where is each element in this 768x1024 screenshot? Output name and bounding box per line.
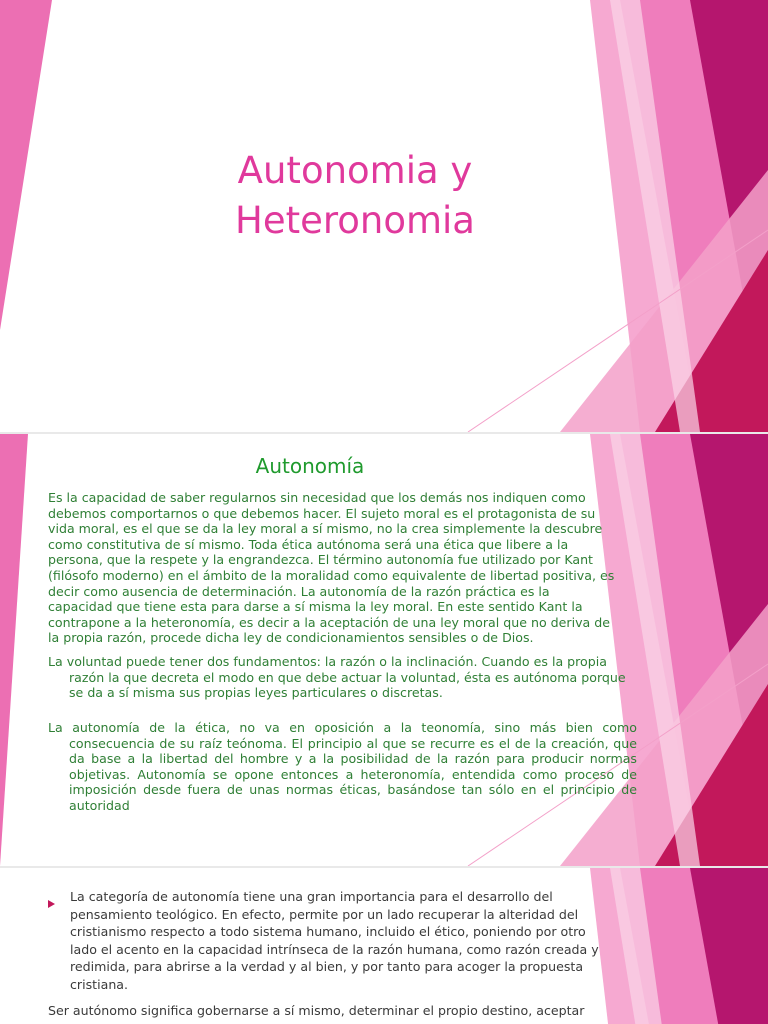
paragraph-definition: Es la capacidad de saber regularnos sin necesidad que los demás nos indiquen como debemos comportarnos o que debemos hacer. El sujeto moral es el protagonista de su vida moral, es el que se da la ley moral a sí mismo, no la crea simplemente la descubre como constitutiva de sí mismo. Toda ética autónoma será una ética que libere a la persona, que la respete y la engrandezca. El término autonomía fue utilizado por Kant (filósofo moderno) en el ámbito de la moralidad como equivalente de libertad positiva, es decir como ausencia de determinación. La autonomía de la razón práctica es la capacidad que tiene esta para darse a sí misma la ley moral. En este sentido Kant la contrapone a la heteronomía, es decir a la aceptación de una ley moral que no deriva de la propia razón, procede dicha ley de condicionamientos sensibles o de Dios. (48, 490, 615, 646)
paragraph-voluntad: La voluntad puede tener dos fundamentos: la razón o la inclinación. Cuando es la propia razón la que decreta el modo en que debe actuar la voluntad, ésta es autónoma porque se da a sí misma sus propias leyes particulares o discretas. (48, 654, 626, 701)
paragraph-teonomia: La autonomía de la ética, no va en oposición a la teonomía, sino más bien como consecuencia de su raíz teónoma. El principio al que se recurre es el de la creación, que da base a la libertad del hombre y a la posibilidad de la razón para producir normas objetivas. Autonomía se opone entonces a heteronomía, entendida como proceso de imposición desde fuera de unas normas éticas, basándose tan sólo en el principio de autoridad (48, 720, 637, 813)
section-heading: Autonomía (255, 454, 365, 478)
paragraph-autonomo: Ser autónomo significa gobernarse a sí mismo, determinar el propio destino, aceptar (48, 1003, 585, 1018)
title-line-1: Autonomia y (237, 149, 473, 192)
title-line-2: Heteronomia (235, 199, 475, 242)
slide-title (0, 0, 768, 432)
triangle-bullet-icon (48, 900, 55, 908)
slide-title-heading (190, 146, 520, 246)
bullet-teologia: La categoría de autonomía tiene una gran importancia para el desarrollo del pensamiento teológico. En efecto, permite por un lado recuperar la alteridad del cristianismo respecto a todo sistema humano, incluido el ético, poniendo por otro lado el acento en la capacidad intrínseca de la razón humana, como razón creada y redimida, para abrirse a la verdad y al bien, y por tanto para acoger la propuesta cristiana. (70, 889, 599, 992)
